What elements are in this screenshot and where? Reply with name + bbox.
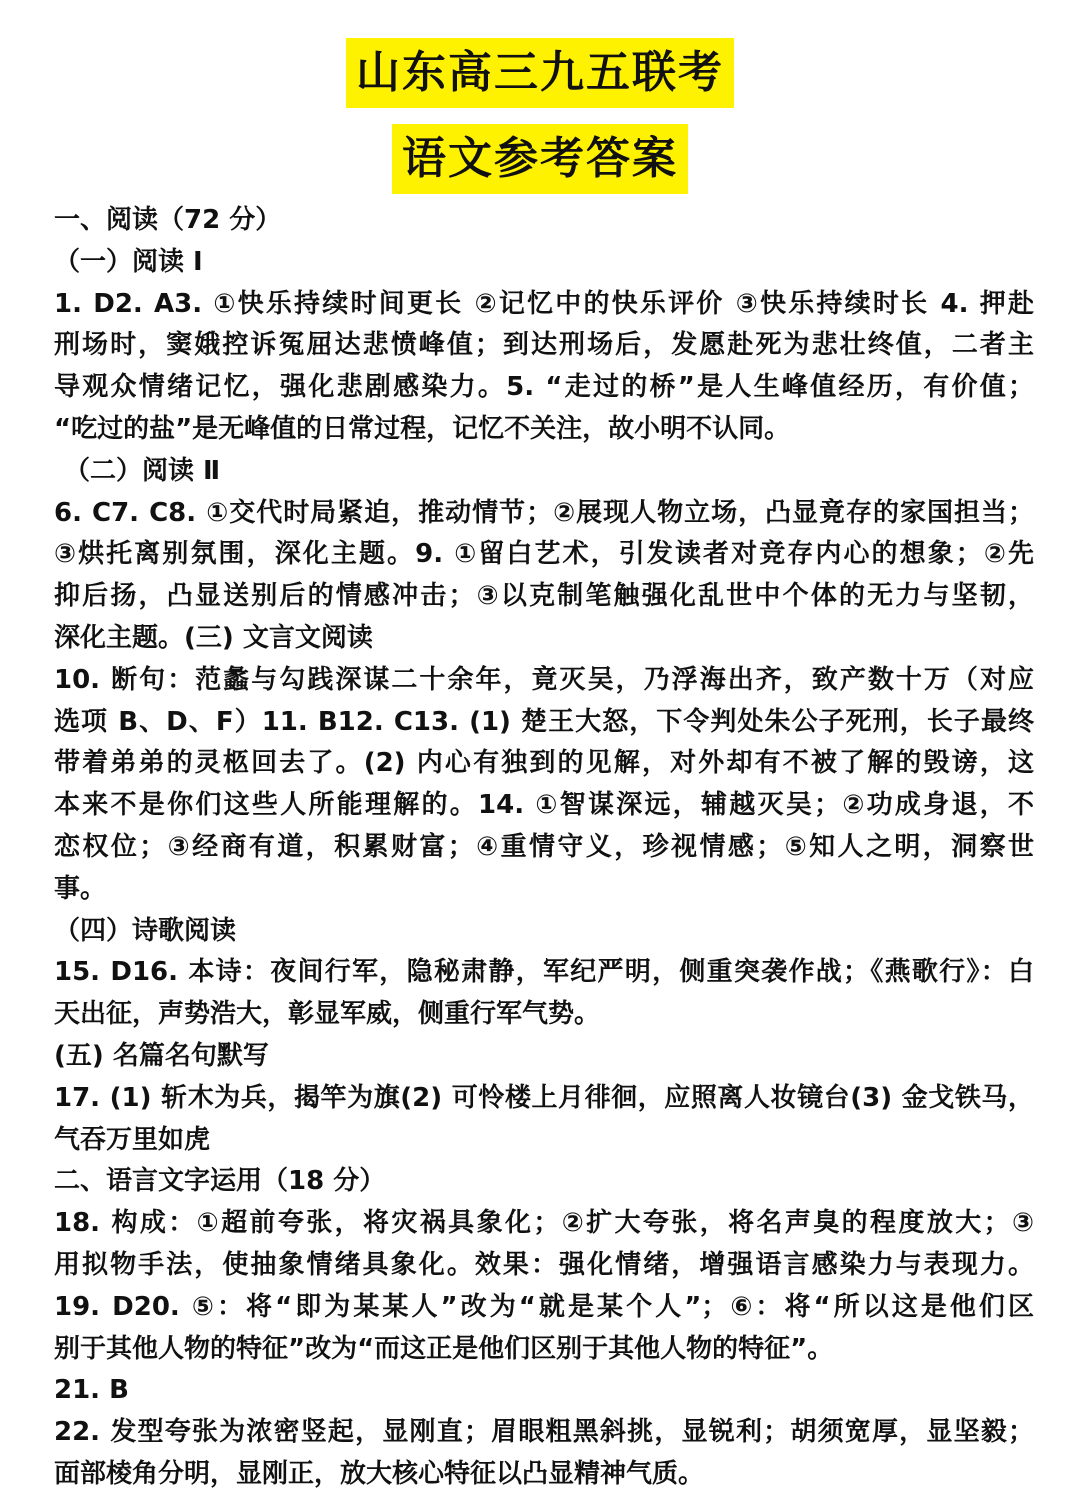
subsection-heading-dictation: (五) 名篇名句默写 xyxy=(54,1040,269,1071)
text-line: 17. (1) 斩木为兵，揭竿为旗(2) 可怜楼上月徘徊，应照离人妆镜台(3) 金戈铁马， xyxy=(54,1082,1034,1113)
text-line: 22. 发型夸张为浓密竖起，显刚直；眉眼粗黑斜挑，显锐利；胡须宽厚，显坚毅； xyxy=(54,1417,1034,1448)
answer-body xyxy=(54,200,1034,1496)
text-line: 刑场时，窦娥控诉冤屈达悲愤峰值；到达刑场后，发愿赴死为悲壮终值，二者主 xyxy=(54,330,1034,361)
title-line-1-wrap xyxy=(0,38,1080,108)
text-line: 抑后扬，凸显送别后的情感冲击；③以克制笔触强化乱世中个体的无力与坚韧， xyxy=(54,581,1034,612)
text-line: ③烘托离别氛围，深化主题。9. ①留白艺术，引发读者对竞存内心的想象；②先 xyxy=(54,539,1034,570)
text-line: 21. B xyxy=(54,1375,129,1406)
page-subtitle: 语文参考答案 xyxy=(392,124,688,194)
section-heading-reading: 一、阅读（72 分） xyxy=(54,205,282,235)
text-line: 气吞万里如虎 xyxy=(54,1124,211,1155)
section-heading-language: 二、语言文字运用（18 分） xyxy=(54,1166,386,1197)
text-line: 本来不是你们这些人所能理解的。14. ①智谋深远，辅越灭吴；②功成身退，不 xyxy=(54,790,1034,821)
text-line: 恋权位；③经商有道，积累财富；④重情守义，珍视情感；⑤知人之明，洞察世 xyxy=(54,831,1034,862)
text-line: 选项 B、D、F）11. B12. C13. (1) 楚王大怒，下令判处朱公子死刑，长子最终 xyxy=(54,706,1034,737)
text-line: “吃过的盐”是无峰值的日常过程，记忆不关注，故小明不认同。 xyxy=(54,413,791,444)
text-line: 深化主题。(三) 文言文阅读 xyxy=(54,622,373,653)
subsection-heading-reading-1: （一）阅读 Ⅰ xyxy=(54,246,203,277)
subsection-heading-reading-2: （二）阅读 Ⅱ xyxy=(64,455,221,486)
text-line: 10. 断句：范蠡与勾践深谋二十余年，竟灭吴，乃浮海出齐，致产数十万（对应 xyxy=(54,664,1034,695)
text-line: 6. C7. C8. ①交代时局紧迫，推动情节；②展现人物立场，凸显竟存的家国担当； xyxy=(54,497,1034,528)
text-line: 别于其他人物的特征”改为“而这正是他们区别于其他人物的特征”。 xyxy=(54,1333,834,1364)
subsection-heading-poetry: （四）诗歌阅读 xyxy=(54,915,237,946)
text-line: 用拟物手法，使抽象情绪具象化。效果：强化情绪，增强语言感染力与表现力。 xyxy=(54,1249,1034,1280)
text-line: 面部棱角分明，显刚正，放大核心特征以凸显精神气质。 xyxy=(54,1458,705,1489)
page-title: 山东高三九五联考 xyxy=(346,38,734,108)
text-line: 15. D16. 本诗：夜间行军，隐秘肃静，军纪严明，侧重突袭作战；《燕歌行》：白 xyxy=(54,957,1034,988)
text-line: 1. D2. A3. ①快乐持续时间更长 ②记忆中的快乐评价 ③快乐持续时长 4. 押赴 xyxy=(54,288,1034,319)
text-line: 19. D20. ⑤：将“即为某某人”改为“就是某个人”；⑥：将“所以这是他们区 xyxy=(54,1291,1034,1322)
text-line: 天出征，声势浩大，彰显军威，侧重行军气势。 xyxy=(54,999,601,1030)
text-line: 带着弟弟的灵柩回去了。(2) 内心有独到的见解，对外却有不被了解的毁谤，这 xyxy=(54,748,1034,779)
title-line-2-wrap xyxy=(0,124,1080,194)
text-line: 18. 构成：①超前夸张，将灾祸具象化；②扩大夸张，将名声臭的程度放大；③ xyxy=(54,1208,1034,1239)
text-line: 导观众情绪记忆，强化悲剧感染力。5. “走过的桥”是人生峰值经历，有价值； xyxy=(54,372,1034,403)
text-line: 事。 xyxy=(54,873,107,904)
